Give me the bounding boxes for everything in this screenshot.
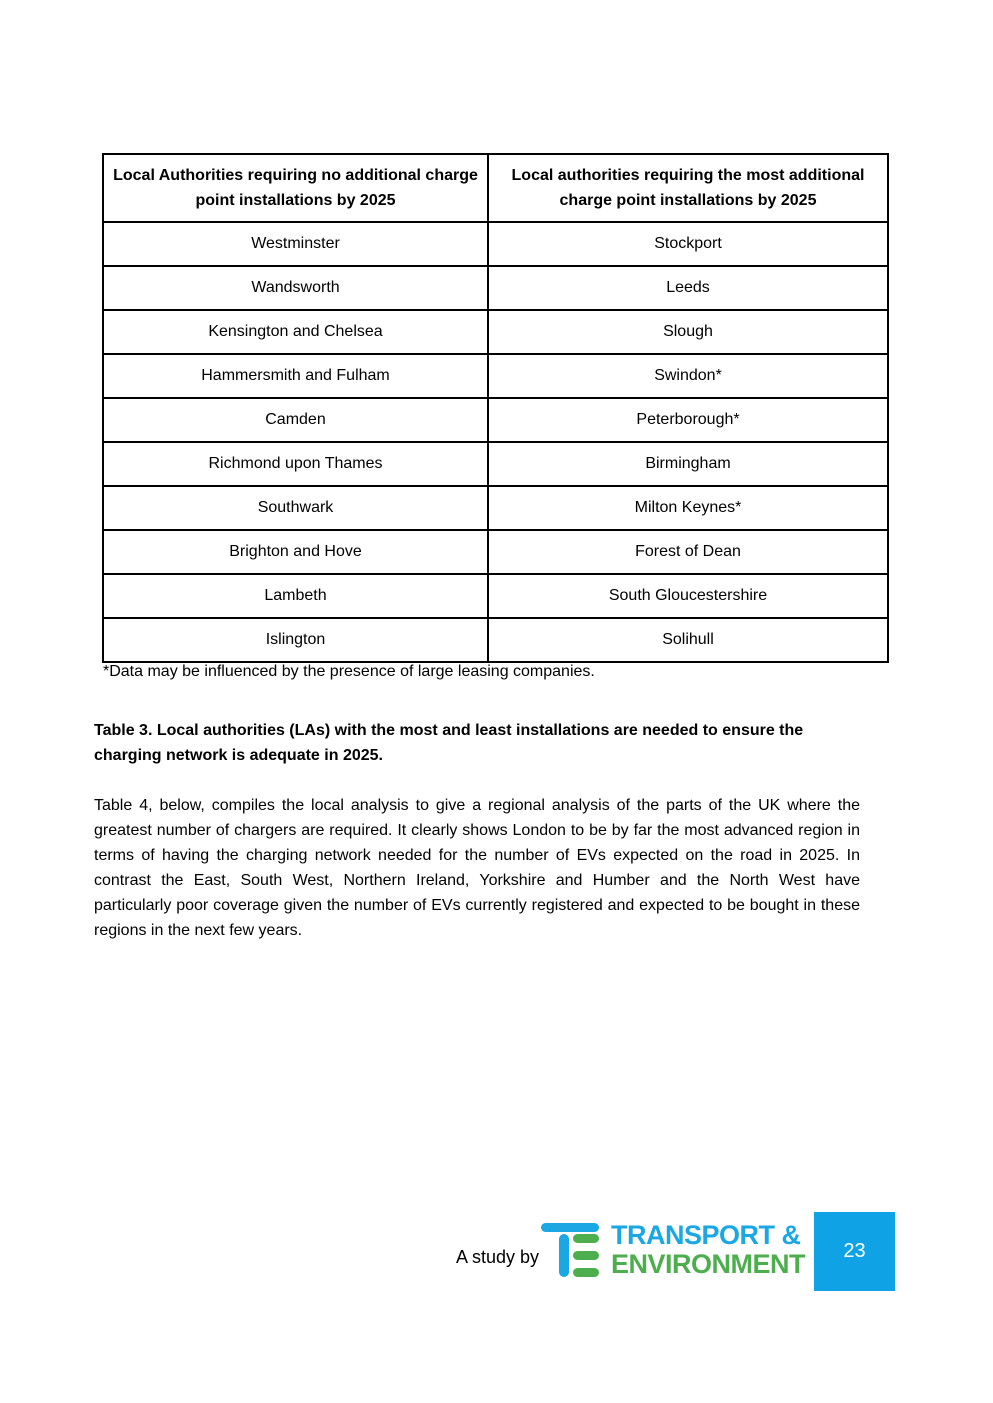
table-header-row — [103, 154, 888, 222]
authorities-table — [102, 153, 889, 663]
study-by-label: A study by — [456, 1247, 540, 1267]
logo-text-environment: ENVIRONMENT — [611, 1249, 806, 1279]
table-row — [103, 354, 888, 398]
transport-environment-logo — [541, 1220, 806, 1278]
table-cell: Swindon* — [488, 354, 888, 398]
table-cell: Wandsworth — [103, 266, 488, 310]
table-row — [103, 530, 888, 574]
table-cell: Birmingham — [488, 442, 888, 486]
table-cell: Peterborough* — [488, 398, 888, 442]
column-header-most-additional: Local authorities requiring the most additional charge point installations by 2025 — [488, 154, 888, 222]
body-paragraph: Table 4, below, compiles the local analysis to give a regional analysis of the parts of the UK where the greatest number of chargers are required. It clearly shows London to be by far the most advanced region in terms of having the charging network needed for the number of EVs expected on the road in 2025. In contrast the East, South West, Northern Ireland, Yorkshire and Humber and the North West have particularly poor coverage given the number of EVs currently registered and expected to be bought in these regions in the next few years. — [94, 797, 860, 939]
table-row — [103, 222, 888, 266]
authorities-table-container — [102, 153, 887, 663]
page-number: 23 — [843, 1240, 866, 1262]
table-row — [103, 398, 888, 442]
table-cell: Solihull — [488, 618, 888, 662]
table-cell: Brighton and Hove — [103, 530, 488, 574]
table-cell: Hammersmith and Fulham — [103, 354, 488, 398]
table-row — [103, 442, 888, 486]
table-cell: Westminster — [103, 222, 488, 266]
table-caption: Table 3. Local authorities (LAs) with the most and least installations are needed to ensure the charging network is adequate in 2025. — [94, 722, 804, 764]
table-cell: Southwark — [103, 486, 488, 530]
table-cell: Richmond upon Thames — [103, 442, 488, 486]
table-row — [103, 574, 888, 618]
table-cell: Lambeth — [103, 574, 488, 618]
table-row — [103, 618, 888, 662]
table-row — [103, 266, 888, 310]
table-row — [103, 486, 888, 530]
table-cell: Forest of Dean — [488, 530, 888, 574]
table-cell: Milton Keynes* — [488, 486, 888, 530]
table-cell: Kensington and Chelsea — [103, 310, 488, 354]
te-logo-mark-icon — [541, 1223, 601, 1277]
column-header-no-additional: Local Authorities requiring no additional charge point installations by 2025 — [103, 154, 488, 222]
logo-text-transport: TRANSPORT & — [611, 1220, 801, 1250]
table-cell: South Gloucestershire — [488, 574, 888, 618]
page-number-badge — [814, 1212, 895, 1291]
table-footnote: *Data may be influenced by the presence of large leasing companies. — [103, 663, 595, 680]
table-cell: Islington — [103, 618, 488, 662]
table-cell: Camden — [103, 398, 488, 442]
table-cell: Stockport — [488, 222, 888, 266]
table-cell: Slough — [488, 310, 888, 354]
table-cell: Leeds — [488, 266, 888, 310]
table-row — [103, 310, 888, 354]
